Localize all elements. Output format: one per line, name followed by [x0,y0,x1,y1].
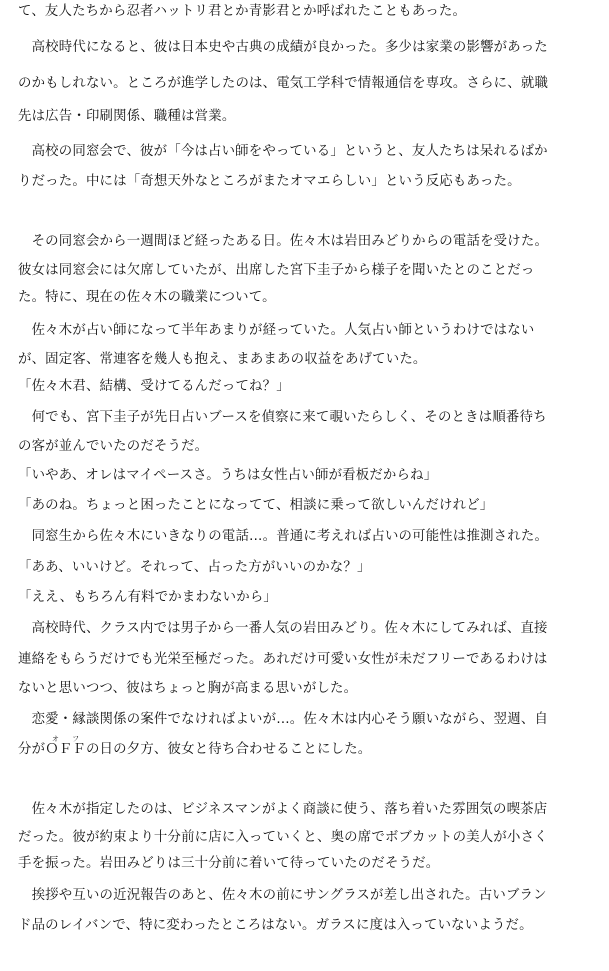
text-line: が、固定客、常連客を幾人も抱え、まあまあの収益をあげていた。 [18,352,427,367]
text-line: 佐々木が占い師になって半年あまりが経っていた。人気占い師というわけではない [18,323,535,338]
text-line: 先は広告・印刷関係、職種は営業。 [18,109,236,124]
text-line: 高校の同窓会で、彼が「今は占い師をやっている」というと、友人たちは呆れるばか [18,144,548,159]
text-line: 連絡をもらうだけでも光栄至極だった。あれだけ可愛い女性が未だフリーであるわけは [18,652,548,667]
text-line: の客が並んでいたのだそうだ。 [18,439,209,454]
ruby-annotated-word [45,735,86,757]
text-line: のかもしれない。ところが進学したのは、電気工学科で情報通信を専攻。さらに、就職 [18,76,549,91]
text-line: ないと思いつつ、彼はちょっと胸が高まる思いがした。 [18,681,358,696]
text-fragment: の日の夕方、彼女と待ち合わせることにした。 [85,742,372,757]
text-line: 手を振った。岩田みどりは三十分前に着いて待っていたのだそうだ。 [18,856,440,871]
text-line: だった。彼が約束より十分前に店に入っていくと、奥の席でボブカットの美人が小さく [18,830,548,845]
text-line: 「ええ、もちろん有料でかまわないから」 [18,590,278,605]
text-line: 同窓生から佐々木にいきなりの電話…。普通に考えれば占いの可能性は推測された。 [18,529,549,544]
text-line: 何でも、宮下圭子が先日占いブースを偵察に来て覗いたらしく、そのときは順番待ち [18,410,547,425]
text-line: 恋愛・縁談関係の案件でなければよいが…。佐々木は内心そう願いながら、翌週、自 [18,712,549,727]
text-fragment: 分が [18,742,46,757]
text-line: ド品のレイバンで、特に変わったところはない。ガラスに度は入っていないようだ。 [18,918,533,933]
text-line: 佐々木が指定したのは、ビジネスマンがよく商談に使う、落ち着いた雰囲気の喫茶店 [18,802,548,817]
text-line: りだった。中には「奇想天外なところがまたオマエらしい」という反応もあった。 [18,174,521,189]
ruby-reading: オフ [45,735,86,743]
text-line: た。特に、現在の佐々木の職業について。 [18,290,276,305]
text-line-with-ruby [18,735,593,759]
text-line: 高校時代になると、彼は日本史や古典の成績が良かった。多少は家業の影響があった [18,40,548,55]
text-line: 高校時代、クラス内では男子から一番人気の岩田みどり。佐々木にしてみれば、直接 [18,621,548,636]
text-line: 彼女は同窓会には欠席していたが、出席した宮下圭子から様子を聞いたとのことだっ [18,263,535,278]
text-line: 「佐々木君、結構、受けてるんだってね？」 [18,379,290,394]
text-line: 「いやあ、オレはマイペースさ。うちは女性占い師が看板だからね」 [18,468,438,483]
text-line: その同窓会から一週間ほど経ったある日。佐々木は岩田みどりからの電話を受けた。 [18,234,549,249]
ruby-base: ＯＦＦ [45,742,86,757]
text-line: 「あのね。ちょっと困ったことになってて、相談に乗って欲しいんだけれど」 [18,498,494,513]
text-line: て、友人たちから忍者ハットリ君とか青影君とか呼ばれたこともあった。 [18,4,467,19]
text-line: 挨拶や互いの近況報告のあと、佐々木の前にサングラスが差し出された。古いブラン [18,888,547,903]
text-line: 「ああ、いいけど。それって、占った方がいいのかな？」 [18,560,371,575]
